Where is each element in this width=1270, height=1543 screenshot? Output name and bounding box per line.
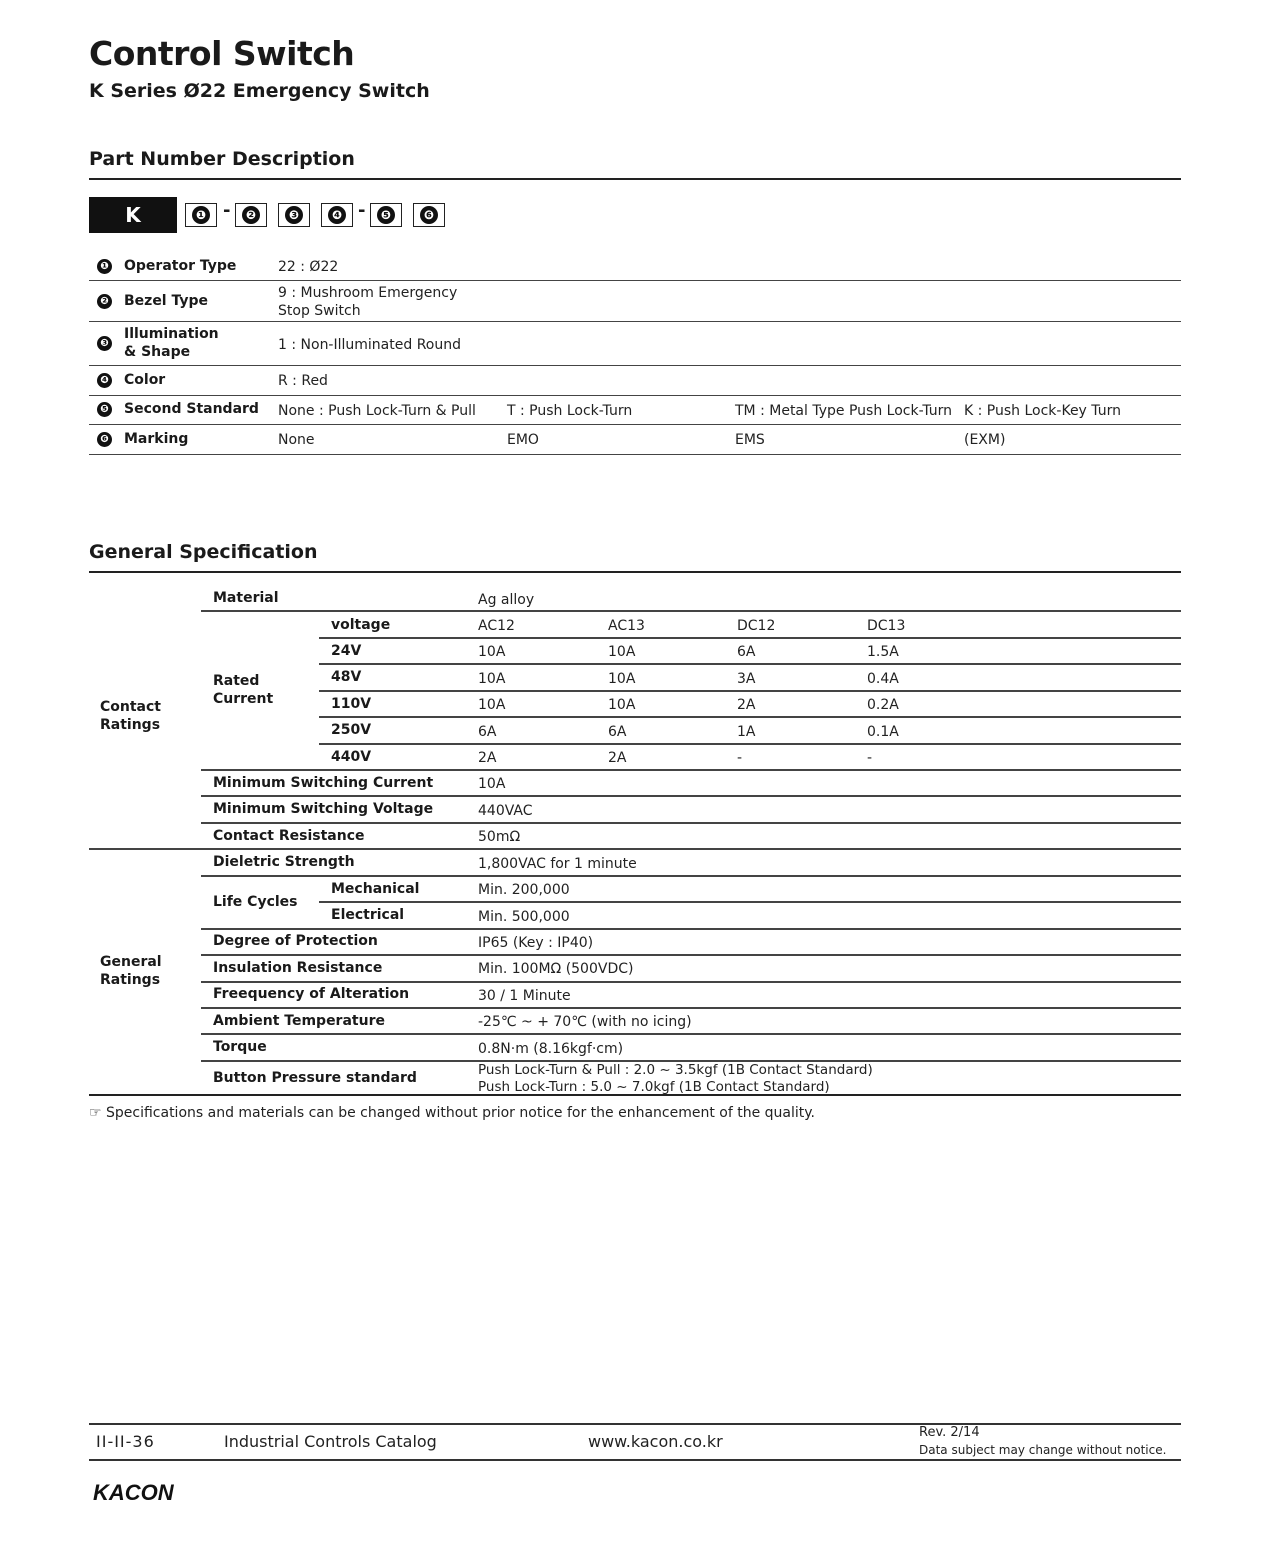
spec-value: 10A: [478, 776, 506, 792]
spec-label: Material: [213, 590, 279, 606]
pn-label: Color: [124, 372, 166, 388]
pn-value: T : Push Lock-Turn: [507, 403, 633, 419]
footnote: ☞ Specifications and materials can be changed without prior notice for the enhancement of the quality.: [89, 1105, 815, 1121]
row-divider: [319, 716, 1181, 718]
pn-label: Operator Type: [124, 258, 237, 274]
table-cell: 6A: [608, 724, 627, 740]
kacon-logo: [91, 1480, 191, 1504]
table-cell: 0.4A: [867, 671, 899, 687]
spec-label: Button Pressure standard: [213, 1070, 417, 1086]
svg-text:KACON: KACON: [93, 1480, 174, 1504]
code-box-5: ❺: [370, 203, 402, 227]
code-dash: -: [358, 200, 366, 221]
table-cell: 6A: [737, 644, 756, 660]
website-link[interactable]: www.kacon.co.kr: [588, 1432, 723, 1451]
voltage-label: 110V: [331, 696, 372, 712]
table-cell: -: [867, 750, 873, 766]
pn-row-illumination: [89, 322, 1181, 366]
spec-sublabel: Mechanical: [331, 881, 420, 897]
spec-value: Ag alloy: [478, 592, 535, 608]
table-cell: 10A: [608, 671, 636, 687]
disclaimer: Data subject may change without notice.: [919, 1443, 1167, 1457]
spec-value: -25℃ ~ + 70℃ (with no icing): [478, 1014, 692, 1030]
row-divider: [201, 822, 1181, 824]
table-cell: -: [737, 750, 743, 766]
number-badge: ❷: [97, 294, 112, 309]
pn-value: 9 : Mushroom Emergency Stop Switch: [278, 285, 458, 319]
life-cycles-label: Life Cycles: [213, 894, 298, 910]
table-cell: 2A: [608, 750, 627, 766]
spec-label: Degree of Protection: [213, 933, 378, 949]
spec-sublabel: Electrical: [331, 907, 405, 923]
section-rule: [89, 178, 1181, 180]
spec-value: IP65 (Key : IP40): [478, 935, 594, 951]
spec-label: Dieletric Strength: [213, 854, 355, 870]
table-cell: 1A: [737, 724, 756, 740]
table-cell: 10A: [608, 644, 636, 660]
pn-row-color: [89, 366, 1181, 396]
code-box-2: ❷: [235, 203, 267, 227]
page-number: II-II-36: [96, 1432, 155, 1451]
page-subtitle: K Series Ø22 Emergency Switch: [89, 80, 430, 102]
row-divider: [201, 954, 1181, 956]
part-code-diagram: [89, 197, 489, 233]
spec-value: 440VAC: [478, 803, 533, 819]
row-divider: [319, 901, 1181, 903]
spec-value: Push Lock-Turn & Pull : 2.0 ~ 3.5kgf (1B Contact Standard): [478, 1062, 873, 1078]
row-divider: [201, 981, 1181, 983]
general-spec-section-title: General Specification: [89, 541, 318, 563]
pn-row-second-standard: [89, 396, 1181, 425]
row-divider: [319, 690, 1181, 692]
voltage-header: voltage: [331, 617, 391, 633]
catalog-name: Industrial Controls Catalog: [224, 1432, 437, 1451]
row-divider: [201, 795, 1181, 797]
pn-label: Marking: [124, 431, 189, 447]
pn-value: EMO: [507, 432, 539, 448]
rated-current-label: Rated Current: [213, 673, 274, 707]
number-badge: ❺: [97, 402, 112, 417]
column-header: DC13: [867, 618, 906, 634]
row-divider: [201, 875, 1181, 877]
group-label-contact-ratings: Contact Ratings: [100, 699, 161, 733]
spec-value: Min. 200,000: [478, 882, 570, 898]
spec-label: Freequency of Alteration: [213, 986, 410, 1002]
pn-value: K : Push Lock-Key Turn: [964, 403, 1121, 419]
footer-top-rule: [89, 1423, 1181, 1425]
spec-value: Min. 100MΩ (500VDC): [478, 961, 634, 977]
revision: Rev. 2/14: [919, 1425, 980, 1440]
pn-label: Second Standard: [124, 401, 259, 417]
pn-label: Bezel Type: [124, 293, 209, 309]
row-divider: [201, 928, 1181, 930]
spec-value: 1,800VAC for 1 minute: [478, 856, 637, 872]
number-badge: ❹: [97, 373, 112, 388]
pn-value: R : Red: [278, 373, 328, 389]
group-label-general-ratings: General Ratings: [100, 954, 162, 988]
spec-label: Torque: [213, 1039, 267, 1055]
table-cell: 10A: [608, 697, 636, 713]
row-divider: [319, 663, 1181, 665]
spec-label: Contact Resistance: [213, 828, 365, 844]
pn-row-bezel-type: [89, 281, 1181, 322]
code-box-4: ❹: [321, 203, 353, 227]
pn-value: TM : Metal Type Push Lock-Turn: [735, 403, 953, 419]
code-box-3: ❸: [278, 203, 310, 227]
spec-label: Minimum Switching Voltage: [213, 801, 434, 817]
part-number-section-title: Part Number Description: [89, 148, 355, 170]
number-badge: ❸: [97, 336, 112, 351]
table-cell: 10A: [478, 697, 506, 713]
group-divider: [89, 848, 1181, 850]
spec-value: Push Lock-Turn : 5.0 ~ 7.0kgf (1B Contact Standard): [478, 1079, 830, 1095]
row-divider: [319, 637, 1181, 639]
table-cell: 10A: [478, 671, 506, 687]
code-dash: -: [223, 200, 231, 221]
table-cell: 6A: [478, 724, 497, 740]
row-divider: [201, 1007, 1181, 1009]
spec-label: Ambient Temperature: [213, 1013, 385, 1029]
row-divider: [201, 1033, 1181, 1035]
pn-value: (EXM): [964, 432, 1006, 448]
section-rule: [89, 571, 1181, 573]
table-cell: 2A: [478, 750, 497, 766]
table-cell: 0.1A: [867, 724, 899, 740]
table-cell: 2A: [737, 697, 756, 713]
column-header: AC12: [478, 618, 515, 634]
pn-value: 1 : Non-Illuminated Round: [278, 337, 461, 353]
voltage-label: 24V: [331, 643, 362, 659]
code-prefix: K: [89, 197, 177, 233]
pn-value: EMS: [735, 432, 765, 448]
number-badge: ❻: [97, 432, 112, 447]
spec-label: Minimum Switching Current: [213, 775, 434, 791]
table-cell: 10A: [478, 644, 506, 660]
table-cell: 3A: [737, 671, 756, 687]
pn-value: 22 : Ø22: [278, 259, 339, 275]
page-title: Control Switch: [89, 34, 355, 73]
row-divider: [201, 769, 1181, 771]
number-badge: ❶: [97, 259, 112, 274]
table-cell: 1.5A: [867, 644, 899, 660]
spec-value: 50mΩ: [478, 829, 521, 845]
voltage-label: 48V: [331, 669, 362, 685]
pn-label: Illumination & Shape: [124, 326, 219, 360]
code-box-6: ❻: [413, 203, 445, 227]
row-divider: [319, 743, 1181, 745]
spec-value: 0.8N·m (8.16kgf·cm): [478, 1041, 624, 1057]
row-divider: [201, 610, 1181, 612]
column-header: DC12: [737, 618, 776, 634]
pn-row-marking: [89, 425, 1181, 455]
spec-label: Insulation Resistance: [213, 960, 383, 976]
pn-row-operator-type: [89, 252, 1181, 281]
code-box-1: ❶: [185, 203, 217, 227]
table-cell: 0.2A: [867, 697, 899, 713]
spec-value: Min. 500,000: [478, 909, 570, 925]
pn-value: None: [278, 432, 315, 448]
column-header: AC13: [608, 618, 645, 634]
spec-value: 30 / 1 Minute: [478, 988, 571, 1004]
footer-bottom-rule: [89, 1459, 1181, 1461]
pn-value: None : Push Lock-Turn & Pull: [278, 403, 476, 419]
voltage-label: 250V: [331, 722, 372, 738]
voltage-label: 440V: [331, 749, 372, 765]
